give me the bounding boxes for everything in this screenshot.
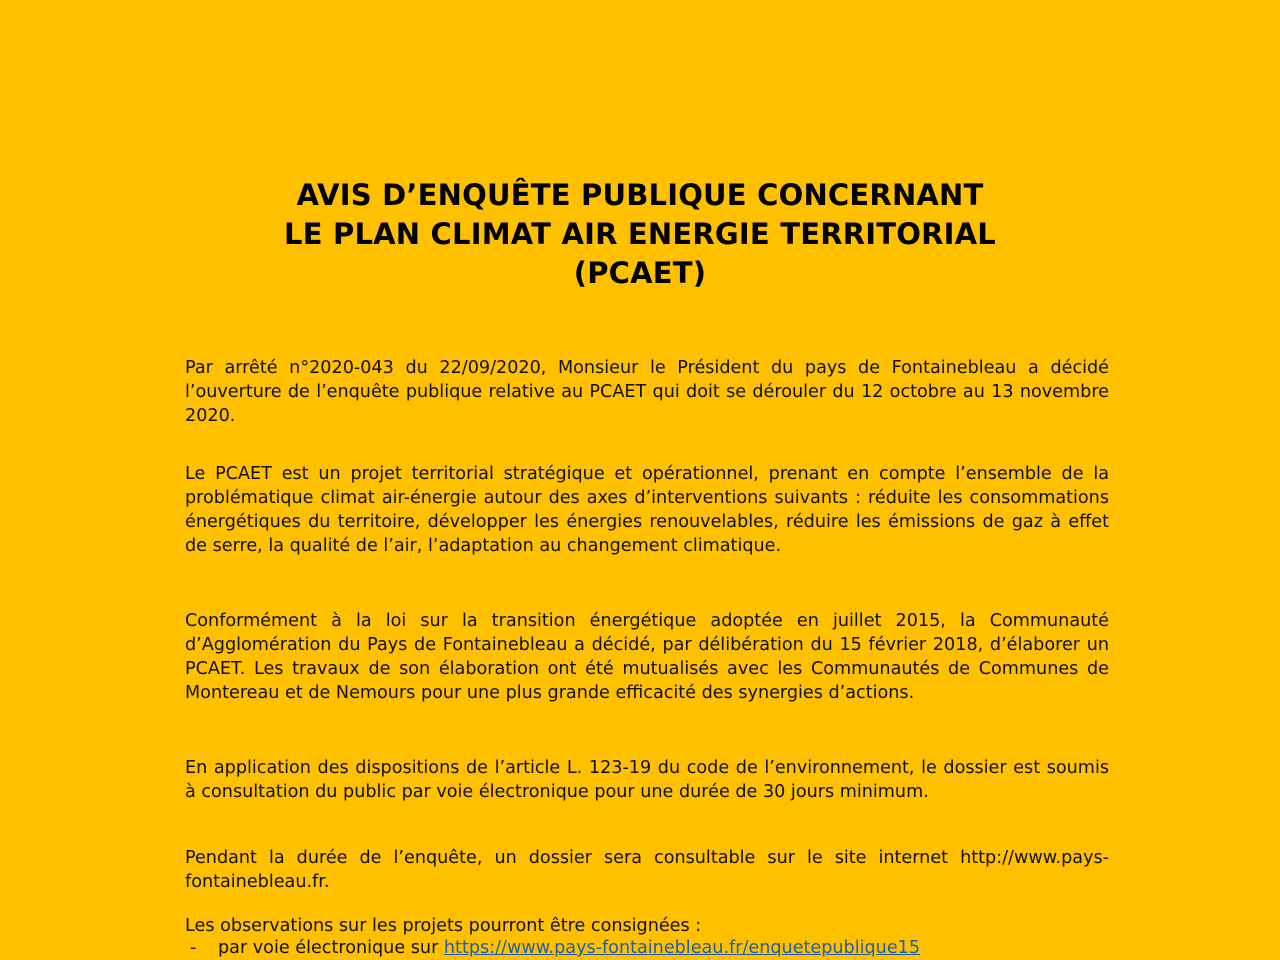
paragraph-observations: Les observations sur les projets pourront être consignées : [185,916,702,936]
title-line-2: LE PLAN CLIMAT AIR ENERGIE TERRITORIAL [284,217,996,251]
notice-title [140,176,1140,293]
bullet-dash: - [190,938,197,958]
paragraph-arrete: Par arrêté n°2020-043 du 22/09/2020, Monsieur le Président du pays de Fontainebleau a décidé l’ouverture de l’enquête publique relative au PCAET qui doit se dérouler du 12 octobre au 13 novembre 2020. [185,358,1109,426]
enquete-link[interactable]: https://www.pays-fontainebleau.fr/enquetepublique15 [443,938,921,958]
title-line-1: AVIS D’ENQUÊTE PUBLIQUE CONCERNANT [296,178,984,212]
paragraph-consultation: En application des dispositions de l’article L. 123-19 du code de l’environnement, le dossier est soumis à consultation du public par voie électronique pour une durée de 30 jours minimum. [185,758,1109,802]
bullet-text: par voie électronique sur [218,938,444,958]
paragraph-pcaet-description: Le PCAET est un projet territorial stratégique et opérationnel, prenant en compte l’ensemble de la problématique climat air-énergie autour des axes d’interventions suivants : réduite les consommations énergétiques du territoire, développer les énergies renouvelables, réduire les émissions de gaz à effet de serre, la qualité de l’air, l’adaptation au changement climatique. [185,464,1109,556]
title-line-3: (PCAET) [573,256,707,290]
paragraph-loi-transition: Conformément à la loi sur la transition énergétique adoptée en juillet 2015, la Communauté d’Agglomération du Pays de Fontainebleau a décidé, par délibération du 15 février 2018, d’élaborer un PCAET. Les travaux de son élaboration ont été mutualisés avec les Communautés de Communes de Montereau et de Nemours pour une plus grande efficacité des synergies d’actions. [185,611,1109,703]
bullet-electronique [190,936,920,960]
paragraph-dossier-site: Pendant la durée de l’enquête, un dossier sera consultable sur le site internet http://www.pays-fontainebleau.fr. [185,848,1109,892]
